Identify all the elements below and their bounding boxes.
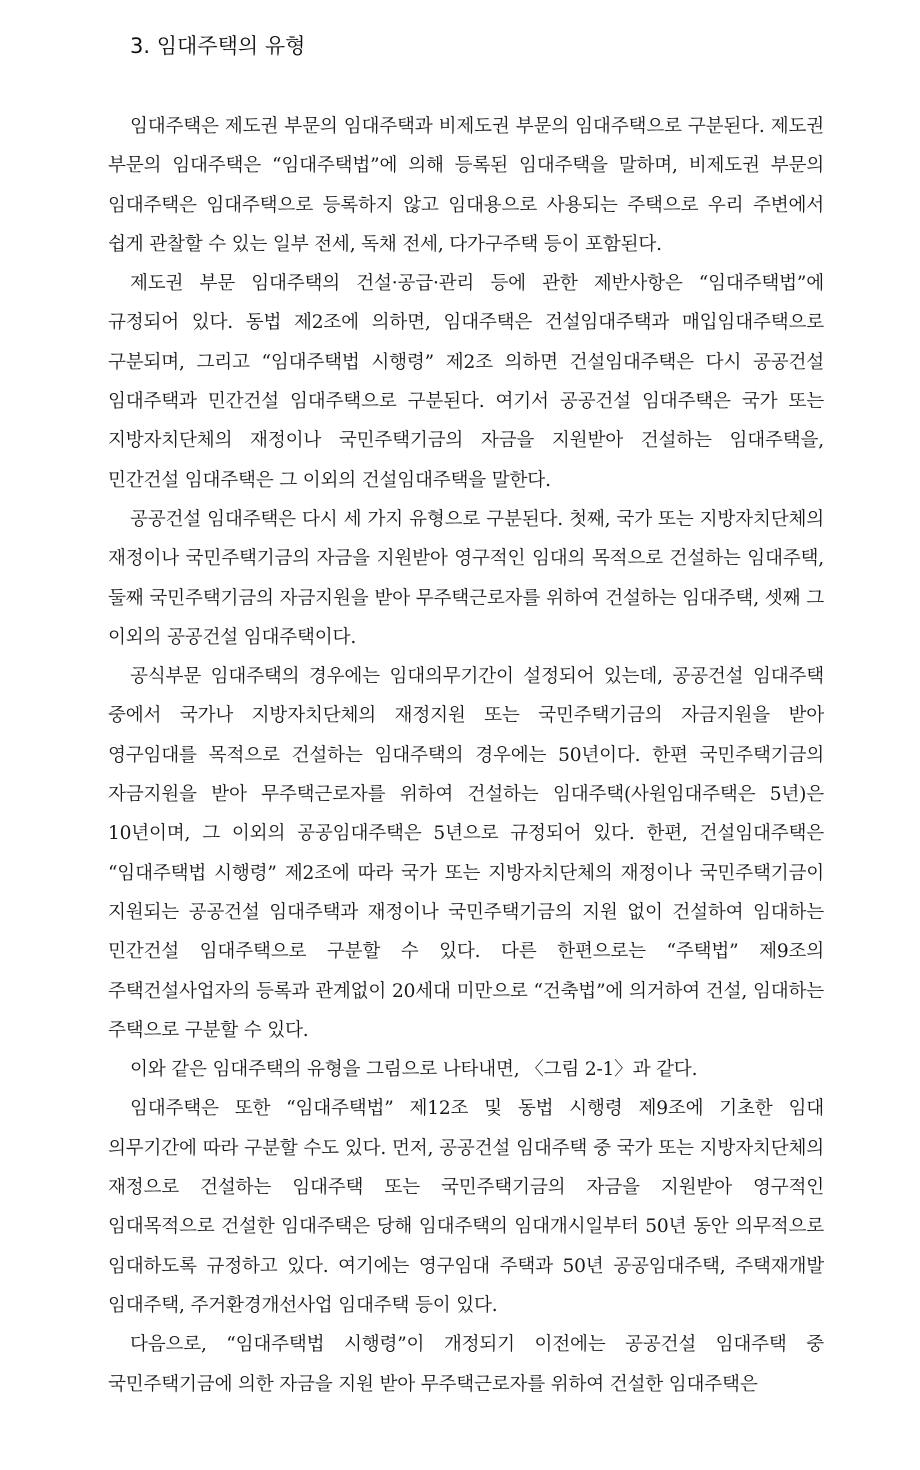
body-text [108,107,824,1404]
paragraph: 다음으로, “임대주택법 시행령”이 개정되기 이전에는 공공건설 임대주택 중 국민주택기금에 의한 자금을 지원 받아 무주택근로자를 위하여 건설한 임대주택은 [108,1334,824,1395]
section-title: 3. 임대주택의 유형 [130,34,306,58]
paragraph: 공공건설 임대주택은 다시 세 가지 유형으로 구분된다. 첫째, 국가 또는 지방자치단체의 재정이나 국민주택기금의 자금을 지원받아 영구적인 임대의 목적으로 건설하는 임대주택, 둘째 국민주택기금의 자금지원을 받아 무주택근로자를 위하여 건설하는 임대주택, 셋째 그 이외의 공공건설 임대주택이다. [108,508,824,648]
paragraph: 이와 같은 임대주택의 유형을 그림으로 나타내면, 〈그림 2-1〉과 같다. [130,1059,698,1081]
paragraph: 임대주택은 제도권 부문의 임대주택과 비제도권 부문의 임대주택으로 구분된다. 제도권 부문의 임대주택은 “임대주택법”에 의해 등록된 임대주택을 말하며, 비제도권 부문의 임대주택은 임대주택으로 등록하지 않고 임대용으로 사용되는 주택으로 우리 주변에서 쉽게 관찰할 수 있는 일부 전세, 독채 전세, 다가구주택 등이 포함된다. [108,116,824,255]
paragraph: 제도권 부문 임대주택의 건설·공급·관리 등에 관한 제반사항은 “임대주택법”에 규정되어 있다. 동법 제2조에 의하면, 임대주택은 건설임대주택과 매입임대주택으로 구분되며, 그리고 “임대주택법 시행령” 제2조 의하면 건설임대주택은 다시 공공건설 임대주택과 민간건설 임대주택으로 구분된다. 여기서 공공건설 임대주택은 국가 또는 지방자치단체의 재정이나 국민주택기금의 자금을 지원받아 건설하는 임대주택을, 민간건설 임대주택은 그 이외의 건설임대주택을 말한다. [108,273,824,491]
paragraph: 공식부문 임대주택의 경우에는 임대의무기간이 설정되어 있는데, 공공건설 임대주택 중에서 국가나 지방자치단체의 재정지원 또는 국민주택기금의 자금지원을 받아 영구임대를 목적으로 건설하는 임대주택의 경우에는 50년이다. 한편 국민주택기금의 자금지원을 받아 무주택근로자를 위하여 건설하는 임대주택(사원임대주택은 5년)은 10년이며, 그 이외의 공공임대주택은 5년으로 규정되어 있다. 한편, 건설임대주택은 “임대주택법 시행령” 제2조에 따라 국가 또는 지방자치단체의 재정이나 국민주택기금이 지원되는 공공건설 임대주택과 재정이나 국민주택기금의 지원 없이 건설하여 임대하는 민간건설 임대주택으로 구분할 수 있다. 다른 한편으로는 “주택법” 제9조의 주택건설사업자의 등록과 관계없이 20세대 미만으로 “건축법”에 의거하여 건설, 임대하는 주택으로 구분할 수 있다. [108,666,824,1041]
paragraph: 임대주택은 또한 “임대주택법” 제12조 및 동법 시행령 제9조에 기초한 임대 의무기간에 따라 구분할 수도 있다. 먼저, 공공건설 임대주택 중 국가 또는 지방자치단체의 재정으로 건설하는 임대주택 또는 국민주택기금의 자금을 지원받아 영구적인 임대목적으로 건설한 임대주택은 당해 임대주택의 임대개시일부터 50년 동안 의무적으로 임대하도록 규정하고 있다. 여기에는 영구임대 주택과 50년 공공임대주택, 주택재개발 임대주택, 주거환경개선사업 임대주택 등이 있다. [108,1098,824,1316]
